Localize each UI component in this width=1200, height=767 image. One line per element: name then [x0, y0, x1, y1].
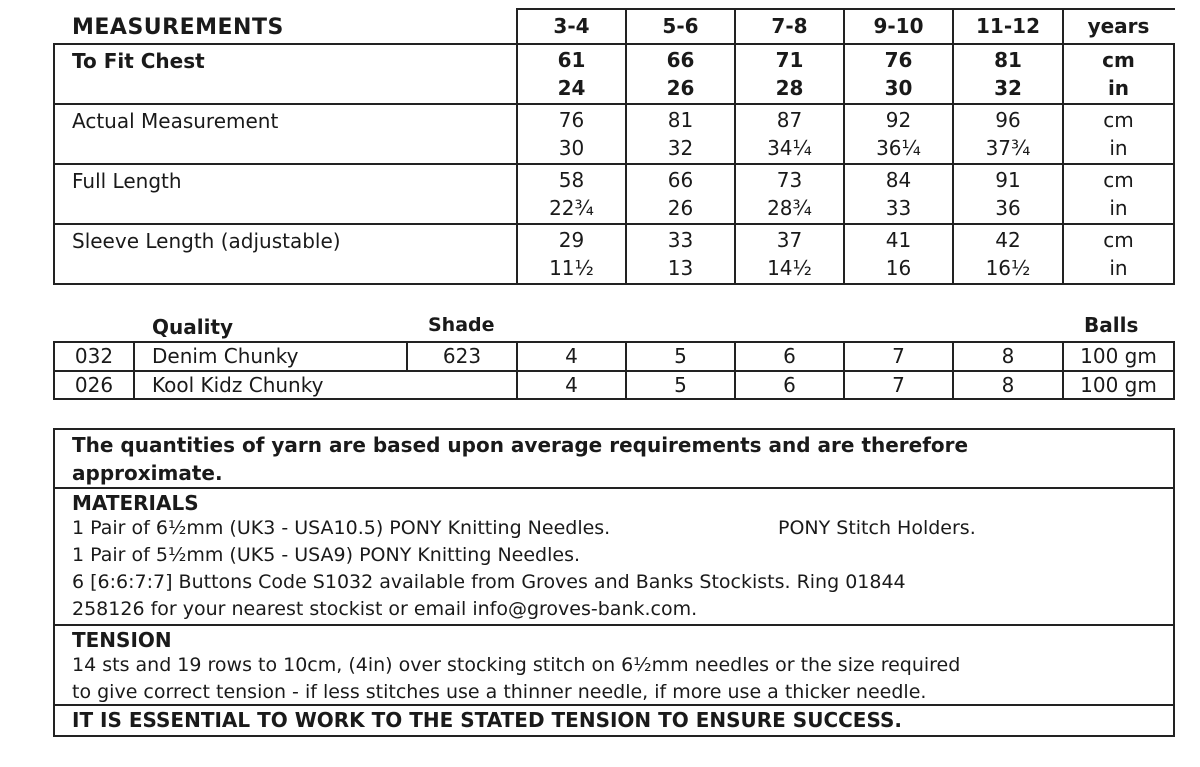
value-cm: 81 [667, 108, 694, 132]
yarn-balls: 5 [674, 373, 687, 397]
value-in: 32 [994, 76, 1022, 100]
value-cm: 66 [667, 168, 694, 192]
value-cm: 92 [885, 108, 912, 132]
value-in: 28¾ [767, 196, 812, 220]
value-in: 16 [885, 256, 912, 280]
value-in: 11½ [549, 256, 594, 280]
value-cm: 87 [776, 108, 803, 132]
value-cm: 91 [995, 168, 1021, 192]
yarn-balls: 6 [783, 373, 796, 397]
value-in: 34¼ [767, 136, 812, 160]
yarn-balls: 7 [892, 373, 905, 397]
value-in: 24 [557, 76, 586, 100]
yarn-balls: 5 [674, 344, 687, 368]
value-cm: 81 [994, 48, 1022, 72]
unit-cm: cm [1103, 228, 1134, 252]
value-cm: 73 [776, 168, 803, 192]
size-unit-header: years [1087, 14, 1150, 38]
value-in: 32 [667, 136, 694, 160]
value-in: 16½ [985, 256, 1031, 280]
quantities-note-line1: The quantities of yarn are based upon average requirements and are therefore [72, 433, 969, 457]
unit-in: in [1109, 196, 1128, 220]
unit-cm: cm [1103, 168, 1134, 192]
materials-line-4: 258126 for your nearest stockist or email info@groves-bank.com. [72, 598, 698, 620]
value-cm: 84 [885, 168, 912, 192]
yarn-name: Kool Kidz Chunky [152, 373, 324, 397]
materials-line-2: 1 Pair of 5½mm (UK5 - USA9) PONY Knitting Needles. [72, 544, 581, 566]
value-in: 26 [667, 196, 694, 220]
yarn-balls: 7 [892, 344, 905, 368]
tension-heading: TENSION [72, 628, 172, 652]
materials-line-3: 6 [6:6:7:7] Buttons Code S1032 available from Groves and Banks Stockists. Ring 01844 [72, 571, 906, 593]
row-label: Sleeve Length (adjustable) [72, 229, 341, 253]
quantities-note-line2: approximate. [72, 461, 223, 485]
tension-line-2: to give correct tension - if less stitches use a thinner needle, if more use a thicker needle. [72, 681, 927, 703]
value-in: 36 [995, 196, 1021, 220]
value-in: 26 [666, 76, 695, 100]
value-cm: 96 [995, 108, 1021, 132]
value-cm: 58 [558, 168, 585, 192]
value-cm: 61 [557, 48, 586, 72]
value-cm: 37 [776, 228, 803, 252]
value-cm: 71 [775, 48, 804, 72]
value-in: 36¼ [876, 136, 921, 160]
yarn-balls: 6 [783, 344, 796, 368]
yarn-shade: 623 [442, 344, 482, 368]
materials-line-1b: PONY Stitch Holders. [778, 517, 976, 539]
value-cm: 76 [558, 108, 585, 132]
row-label: Actual Measurement [72, 109, 279, 133]
value-in: 28 [775, 76, 804, 100]
value-cm: 29 [558, 228, 585, 252]
value-in: 33 [885, 196, 912, 220]
balls-header: Balls [1084, 313, 1139, 337]
tension-line-1: 14 sts and 19 rows to 10cm, (4in) over stocking stitch on 6½mm needles or the size required [72, 654, 961, 676]
value-cm: 66 [666, 48, 695, 72]
value-in: 14½ [767, 256, 812, 280]
value-in: 37¾ [985, 136, 1031, 160]
yarn-balls: 4 [565, 373, 578, 397]
value-in: 13 [667, 256, 694, 280]
shade-header: Shade [428, 314, 495, 336]
yarn-balls: 4 [565, 344, 578, 368]
unit-cm: cm [1102, 48, 1135, 72]
row-label: Full Length [72, 169, 182, 193]
unit-in: in [1107, 76, 1130, 100]
yarn-weight: 100 gm [1080, 344, 1157, 368]
value-cm: 76 [884, 48, 913, 72]
yarn-code: 032 [74, 344, 114, 368]
size-header-2: 5-6 [662, 14, 699, 38]
yarn-balls: 8 [1001, 373, 1015, 397]
yarn-balls: 8 [1001, 344, 1015, 368]
quality-header: Quality [152, 315, 234, 339]
size-header-1: 3-4 [553, 14, 590, 38]
value-cm: 33 [667, 228, 694, 252]
size-header-5: 11-12 [976, 14, 1040, 38]
value-in: 30 [558, 136, 585, 160]
unit-cm: cm [1103, 108, 1134, 132]
yarn-code: 026 [74, 373, 114, 397]
essential-note: IT IS ESSENTIAL TO WORK TO THE STATED TENSION TO ENSURE SUCCESS. [72, 708, 902, 732]
yarn-name: Denim Chunky [152, 344, 299, 368]
unit-in: in [1109, 136, 1128, 160]
yarn-weight: 100 gm [1080, 373, 1157, 397]
materials-heading: MATERIALS [72, 491, 199, 515]
size-header-4: 9-10 [873, 14, 924, 38]
measurements-title: MEASUREMENTS [72, 15, 284, 40]
unit-in: in [1109, 256, 1128, 280]
row-label: To Fit Chest [72, 49, 205, 73]
value-cm: 41 [885, 228, 912, 252]
value-in: 30 [884, 76, 913, 100]
materials-line-1: 1 Pair of 6½mm (UK3 - USA10.5) PONY Knitting Needles. [72, 517, 611, 539]
value-in: 22¾ [549, 196, 594, 220]
value-cm: 42 [995, 228, 1021, 252]
size-header-3: 7-8 [771, 14, 808, 38]
